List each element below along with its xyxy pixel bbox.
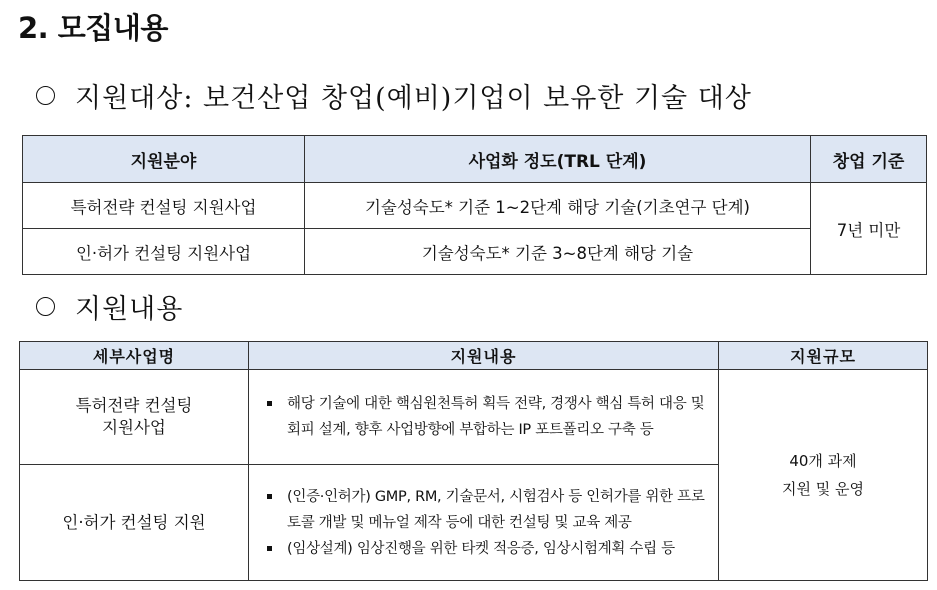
content-cell (249, 370, 719, 465)
program-name-cell (20, 370, 249, 465)
support-target-text: 지원대상: 보건산업 창업(예비)기업이 보유한 기술 대상 (75, 83, 752, 114)
table-row (23, 229, 927, 275)
support-content-line (36, 287, 183, 326)
header-content: 지원내용 (249, 342, 719, 370)
content-item: (인증·인허가) GMP, RM, 기술문서, 시험검사 등 인허가를 위한 프로토콜 개발 및 메뉴얼 제작 등에 대한 컨설팅 및 교육 제공 (263, 484, 708, 536)
table-row (23, 183, 927, 229)
trl-table (22, 135, 927, 275)
support-target-line (36, 76, 752, 115)
support-content-table (19, 341, 928, 581)
table-row (20, 370, 928, 465)
header-criteria: 창업 기준 (811, 136, 927, 183)
field-cell: 특허전략 컨설팅 지원사업 (23, 183, 305, 229)
program-name-line: 지원사업 (102, 418, 166, 437)
header-program-name: 세부사업명 (20, 342, 249, 370)
trl-cell: 기술성숙도* 기준 3~8단계 해당 기술 (305, 229, 811, 275)
content-item: (임상설계) 임상진행을 위한 타켓 적응증, 임상시험계획 수립 등 (263, 536, 708, 562)
field-cell: 인·허가 컨설팅 지원사업 (23, 229, 305, 275)
support-content-text: 지원내용 (75, 294, 184, 325)
section-title: 2. 모집내용 (18, 11, 168, 45)
content-cell (249, 465, 719, 581)
scale-line: 지원 및 운영 (782, 480, 864, 498)
program-name-cell (20, 465, 249, 581)
program-name-line: 인·허가 컨설팅 지원 (62, 512, 206, 532)
content-item: 해당 기술에 대한 핵심원천특허 획득 전략, 경쟁사 핵심 특허 대응 및 회피 설계, 향후 사업방향에 부합하는 IP 포트폴리오 구축 등 (263, 391, 708, 443)
header-scale: 지원규모 (719, 342, 928, 370)
header-trl: 사업화 정도(TRL 단계) (305, 136, 811, 183)
header-field: 지원분야 (23, 136, 305, 183)
circle-bullet-icon (36, 297, 55, 316)
criteria-cell: 7년 미만 (811, 183, 927, 275)
trl-cell: 기술성숙도* 기준 1~2단계 해당 기술(기초연구 단계) (305, 183, 811, 229)
scale-cell (719, 370, 928, 581)
scale-line: 40개 과제 (789, 452, 857, 470)
circle-bullet-icon (36, 86, 55, 105)
program-name-line: 특허전략 컨설팅 (75, 396, 193, 415)
